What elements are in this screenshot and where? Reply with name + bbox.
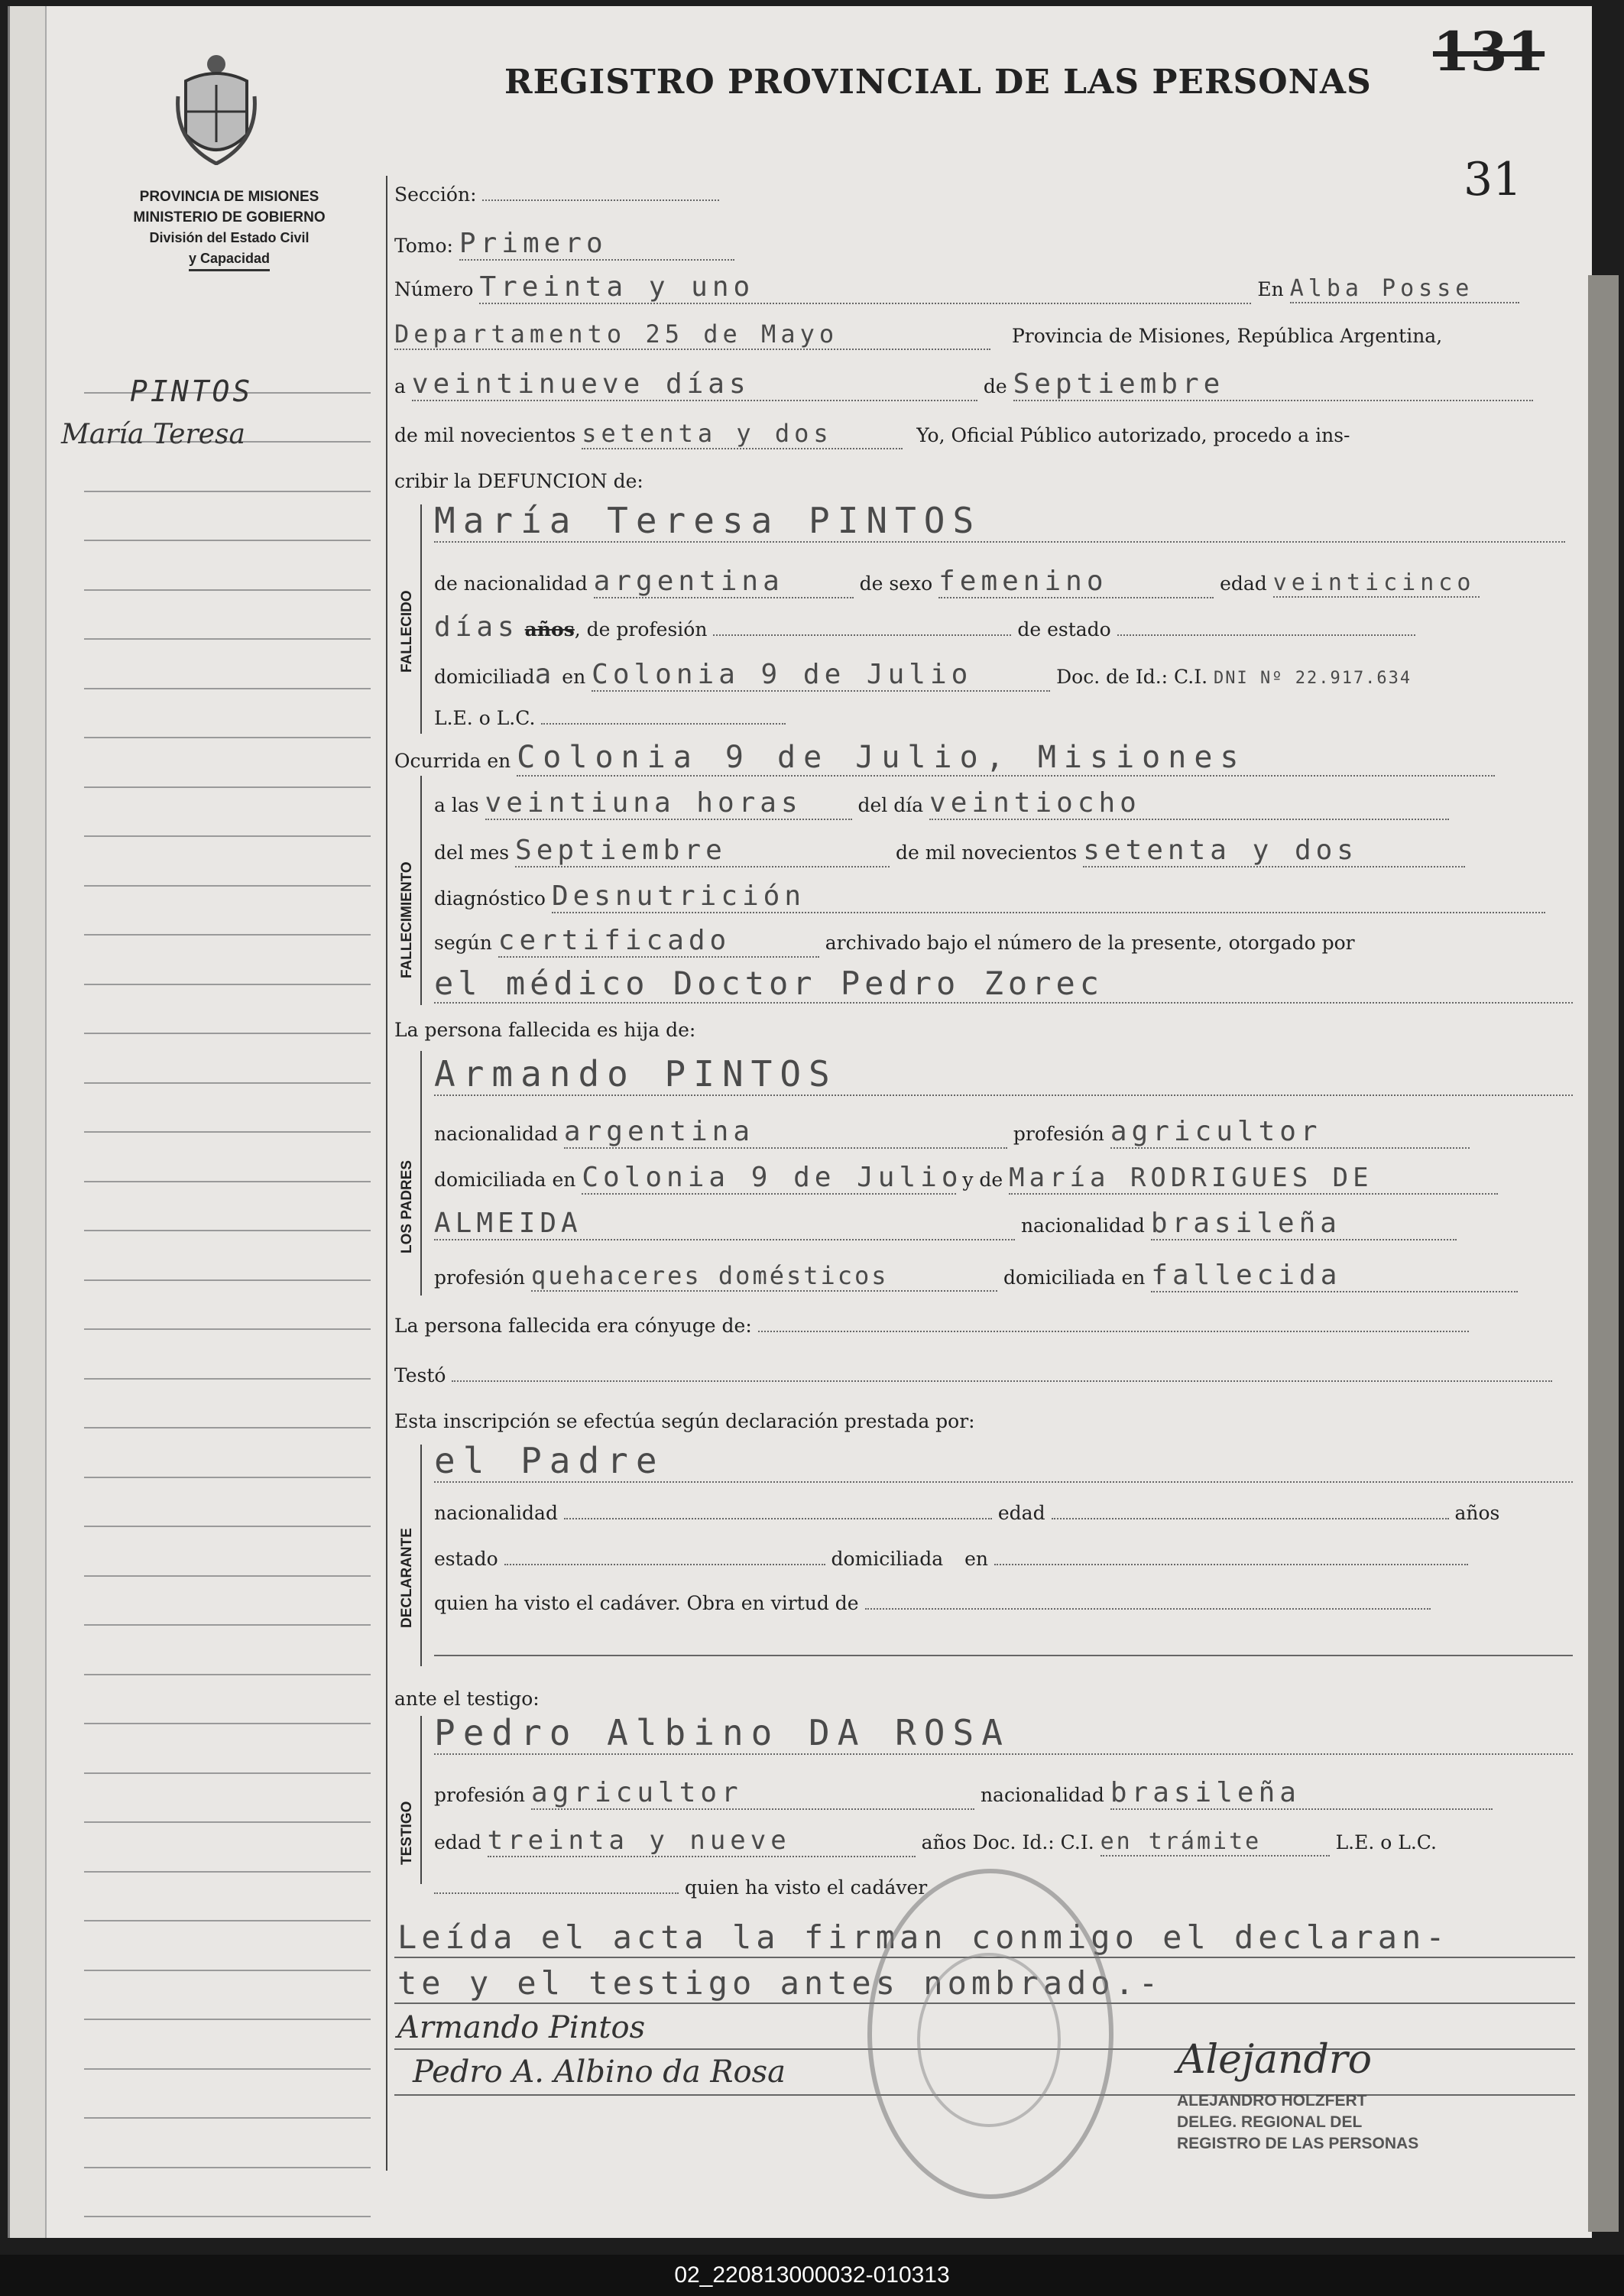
fallecimiento-anio: setenta y dos: [1083, 835, 1465, 867]
declarante-estado-row: estado domiciliada en: [434, 1548, 1468, 1570]
fallecimiento-lugar: Colonia 9 de Julio, Misiones: [517, 740, 1495, 777]
seccion-row: Sección:: [394, 183, 719, 206]
numero-value: Treinta y uno: [479, 271, 1251, 304]
testigo-edad: treinta y nueve: [488, 1825, 916, 1857]
testigo-edad-row: edad treinta y nueve años Doc. Id.: C.I. en trámite L.E. o L.C.: [434, 1825, 1437, 1856]
departamento-value: Departamento 25 de Mayo: [394, 319, 990, 350]
madre-nacionalidad: brasileña: [1151, 1208, 1457, 1240]
column-rule: [386, 176, 387, 2171]
image-id-footer: 02_220813000032-010313: [0, 2255, 1624, 2296]
declarante-cadaver-row: quien ha visto el cadáver. Obra en virtud de: [434, 1592, 1431, 1614]
signature-testigo: Pedro A. Albino da Rosa: [413, 2054, 786, 2090]
departamento-row: Departamento 25 de Mayo Provincia de Misiones, República Argentina,: [394, 319, 1443, 349]
padre-nacionalidad-row: nacionalidad argentina profesión agricultor: [434, 1116, 1470, 1149]
declarante-name: el Padre: [434, 1440, 1573, 1483]
coat-of-arms-icon: [174, 50, 258, 165]
conyuge-value: [758, 1331, 1469, 1332]
padres-intro: La persona fallecida es hija de:: [394, 1019, 696, 1041]
padre-nacionalidad: argentina: [564, 1116, 1007, 1149]
oficial-line-3: REGISTRO DE LAS PERSONAS: [1177, 2135, 1419, 2152]
testo-value: [452, 1380, 1552, 1382]
ocurrida-row: Ocurrida en Colonia 9 de Julio, Misiones: [394, 740, 1495, 777]
diagnostico-row: diagnóstico Desnutrición: [434, 880, 1545, 913]
fallecido-profesion-row: días años, de profesión de estado: [434, 611, 1415, 643]
hora-row: a las veintiuna horas del día veintiocho: [434, 787, 1449, 820]
margin-notes-column: [84, 344, 371, 2217]
declaracion-intro: Esta inscripción se efectúa según declaración prestada por:: [394, 1410, 975, 1432]
madre-profesion-row: profesión quehaceres domésticos domiciliada en fallecida: [434, 1260, 1518, 1292]
organization-block: [84, 186, 374, 271]
testigo-intro: ante el testigo:: [394, 1688, 540, 1710]
fallecimiento-mes: Septiembre: [515, 835, 890, 867]
medico-row: [434, 965, 1573, 1004]
fallecido-label: FALLECIDO: [399, 590, 415, 673]
fallecido-profesion: [713, 634, 1011, 636]
testigo-name: Pedro Albino DA ROSA: [434, 1712, 1573, 1755]
testigo-profesion: agricultor: [531, 1777, 974, 1810]
padres-label: LOS PADRES: [399, 1159, 415, 1253]
fallecido-domicilio-row: domiciliada en Colonia 9 de Julio Doc. de Id.: C.I. DNI Nº 22.917.634: [434, 659, 1412, 690]
fallecido-estado: [1117, 634, 1415, 636]
oficial-block: [1177, 2090, 1418, 2155]
padre-name-row: [434, 1053, 1573, 1096]
testigo-profesion-row: profesión agricultor nacionalidad brasileña: [434, 1777, 1493, 1810]
declarante-nacionalidad-row: nacionalidad edad años: [434, 1502, 1500, 1524]
tomo-value: Primero: [459, 228, 734, 261]
fallecido-sexo: femenino: [938, 566, 1214, 598]
page-edge: [1588, 275, 1619, 2232]
org-line-2: MINISTERIO DE GOBIERNO: [133, 209, 326, 225]
fallecimiento-dia: veintiocho: [929, 787, 1449, 820]
seccion-value: [482, 199, 719, 201]
fallecido-nacionalidad-row: de nacionalidad argentina de sexo femenino edad veinticinco: [434, 566, 1480, 598]
mes-value: Septiembre: [1013, 368, 1533, 401]
testo-row: Testó: [394, 1364, 1552, 1386]
testigo-nacionalidad: brasileña: [1110, 1777, 1493, 1810]
madre-profesion: quehaceres domésticos: [531, 1261, 997, 1292]
padre-domicilio: Colonia 9 de Julio: [582, 1162, 963, 1193]
testigo-cadaver-row: quien ha visto el cadáver: [434, 1876, 927, 1899]
conyuge-row: La persona fallecida era cónyuge de:: [394, 1315, 1469, 1337]
page-title: REGISTRO PROVINCIAL DE LAS PERSONAS: [504, 63, 1372, 102]
cierre-line-2: te y el testigo antes nombrado.-: [397, 1964, 1163, 2002]
numero-row: Número Treinta y uno En Alba Posse: [394, 271, 1519, 304]
fallecimiento-medico: el médico Doctor Pedro Zorec: [434, 965, 1573, 1004]
segun-row: según certificado archivado bajo el número de la presente, otorgado por: [434, 925, 1355, 956]
declarante-name-row: [434, 1440, 1573, 1483]
fallecido-name: María Teresa PINTOS: [434, 500, 1565, 543]
cierre-line-1: Leída el acta la firman conmigo el declaran-: [397, 1918, 1450, 1956]
fallecido-edad: veinticinco: [1273, 569, 1480, 598]
testigo-label: TESTIGO: [399, 1801, 415, 1865]
org-line-1: PROVINCIA DE MISIONES: [139, 189, 319, 205]
org-line-4: y Capacidad: [189, 248, 270, 271]
official-stamp-inner: [917, 1953, 1061, 2127]
folio-struck: 131: [1433, 20, 1545, 83]
oficial-line-2: DELEG. REGIONAL DEL: [1177, 2113, 1363, 2131]
signature-declarante: Armando Pintos: [397, 2010, 646, 2045]
fallecido-nacionalidad: argentina: [594, 566, 854, 598]
margin-given-names: María Teresa: [61, 419, 245, 450]
en-value: Alba Posse: [1290, 275, 1519, 303]
fallecido-le-row: L.E. o L.C.: [434, 707, 786, 729]
signature-oficial: Alejandro: [1177, 2037, 1373, 2083]
oficial-line-1: ALEJANDRO HOLZFERT: [1177, 2092, 1367, 2110]
binding-spine: [10, 6, 47, 2238]
org-line-3: División del Estado Civil: [149, 230, 310, 245]
fecha-row: a veintinueve días de Septiembre: [394, 368, 1533, 401]
padre-domicilio-row: domiciliada en Colonia 9 de Julio y de María RODRIGUES DE: [434, 1162, 1498, 1195]
padre-profesion: agricultor: [1110, 1116, 1470, 1149]
madre-name-cont: ALMEIDA: [434, 1208, 1015, 1240]
fallecido-name-row: [434, 500, 1565, 543]
cribir-text: cribir la DEFUNCION de:: [394, 470, 643, 492]
folio-number: 31: [1464, 153, 1522, 206]
padre-name: Armando PINTOS: [434, 1053, 1573, 1096]
fallecimiento-segun: certificado: [498, 925, 819, 958]
margin-surname: PINTOS: [130, 375, 254, 408]
dia-value: veintinueve días: [412, 368, 977, 401]
madre-name: María RODRIGUES DE: [1009, 1163, 1498, 1195]
declarante-label: DECLARANTE: [399, 1528, 415, 1628]
fallecido-doc: DNI Nº 22.917.634: [1214, 669, 1412, 688]
testigo-doc: en trámite: [1100, 1828, 1330, 1857]
madre-domicilio: fallecida: [1151, 1260, 1518, 1292]
tomo-row: Tomo: Primero: [394, 228, 734, 261]
fallecido-domicilio: Colonia 9 de Julio: [592, 659, 1050, 692]
madre-cont-row: ALMEIDA nacionalidad brasileña: [434, 1208, 1457, 1240]
testigo-name-row: [434, 1712, 1573, 1755]
anio-row: de mil novecientos setenta y dos Yo, Oficial Público autorizado, procedo a ins-: [394, 419, 1350, 448]
mes-row: del mes Septiembre de mil novecientos setenta y dos: [434, 835, 1465, 867]
anio-value: setenta y dos: [582, 419, 903, 449]
fallecimiento-hora: veintiuna horas: [485, 787, 852, 820]
fallecimiento-label: FALLECIMIENTO: [399, 861, 415, 978]
fallecimiento-diagnostico: Desnutrición: [552, 880, 1545, 913]
fallecido-edad-unit: días: [434, 611, 519, 643]
